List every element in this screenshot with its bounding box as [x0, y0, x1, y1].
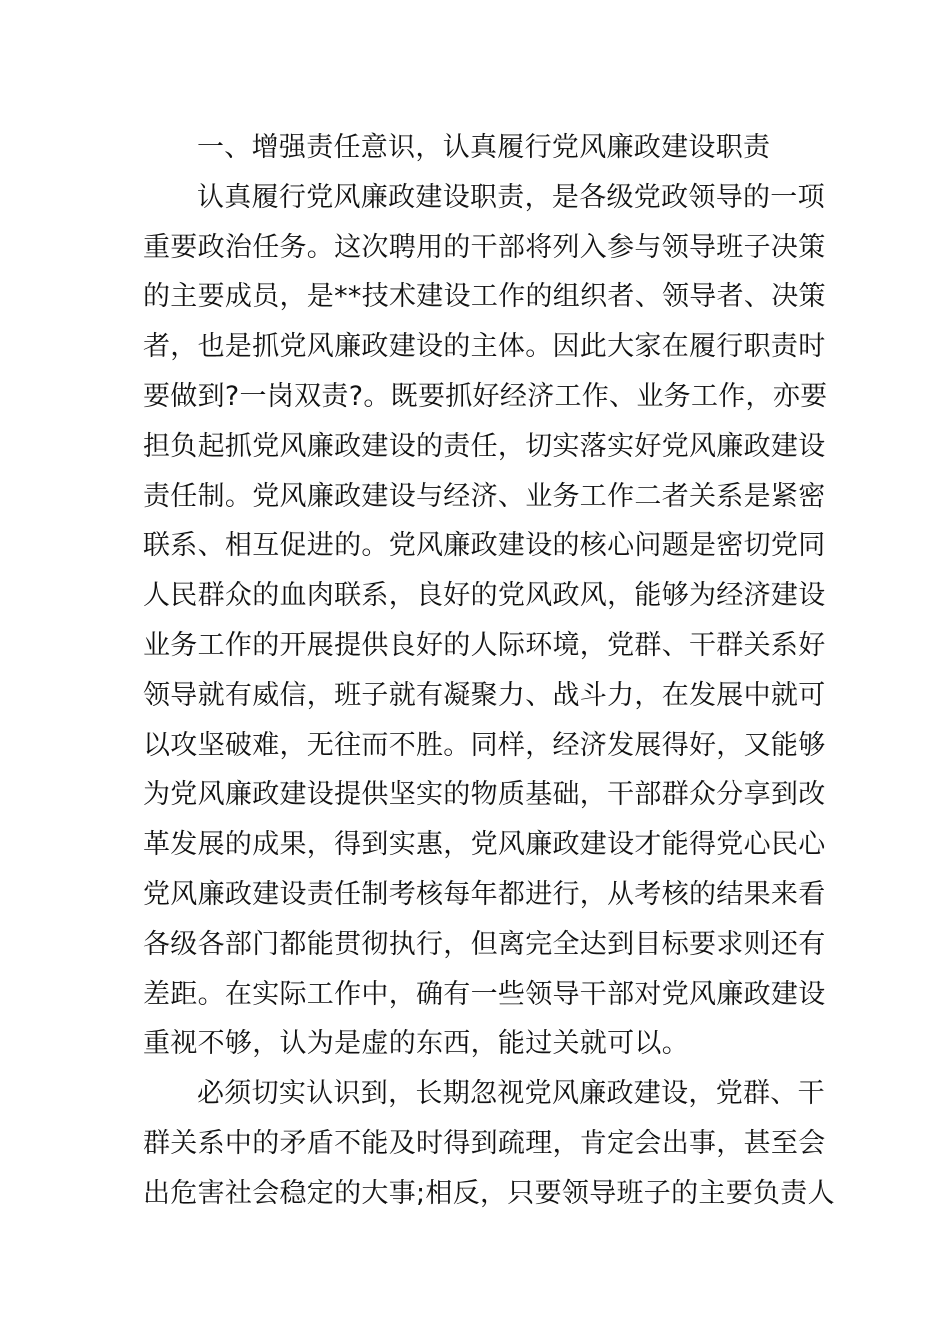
paragraph-line: 业务工作的开展提供良好的人际环境，党群、干群关系好: [143, 629, 826, 661]
paragraph-line: 为党风廉政建设提供坚实的物质基础，干部群众分享到改: [143, 779, 826, 811]
paragraph-line: 认真履行党风廉政建设职责，是各级党政领导的一项: [197, 181, 825, 213]
paragraph-line: 者，也是抓党风廉政建设的主体。因此大家在履行职责时: [143, 331, 826, 363]
paragraph-line: 领导就有威信，班子就有凝聚力、战斗力，在发展中就可: [143, 679, 826, 711]
paragraph-line: 出危害社会稳定的大事;相反，只要领导班子的主要负责人: [143, 1177, 835, 1209]
paragraph-line: 人民群众的血肉联系，良好的党风政风，能够为经济建设: [143, 580, 826, 612]
paragraph-2: [143, 1069, 835, 1218]
paragraph-line: 以攻坚破难，无往而不胜。同样，经济发展得好，又能够: [143, 729, 826, 761]
paragraph-line: 要做到?一岗双责?。既要抓好经济工作、业务工作，亦要: [143, 380, 828, 412]
paragraph-line: 的主要成员，是**技术建设工作的组织者、领导者、决策: [143, 281, 826, 313]
paragraph-line: 各级各部门都能贯彻执行，但离完全达到目标要求则还有: [143, 928, 826, 960]
paragraph-line: 联系、相互促进的。党风廉政建设的核心问题是密切党同: [143, 530, 826, 562]
paragraph-line: 责任制。党风廉政建设与经济、业务工作二者关系是紧密: [143, 480, 826, 512]
paragraph-line: 必须切实认识到，长期忽视党风廉政建设，党群、干: [197, 1078, 825, 1110]
paragraph-line: 革发展的成果，得到实惠，党风廉政建设才能得党心民心: [143, 829, 826, 861]
paragraph-line: 重要政治任务。这次聘用的干部将列入参与领导班子决策: [143, 231, 826, 263]
document-body: [143, 123, 835, 1219]
paragraph-line: 群关系中的矛盾不能及时得到疏理，肯定会出事，甚至会: [143, 1127, 826, 1159]
paragraph-line: 担负起抓党风廉政建设的责任，切实落实好党风廉政建设: [143, 430, 826, 462]
paragraph-1: [143, 173, 828, 1069]
paragraph-line: 党风廉政建设责任制考核每年都进行，从考核的结果来看: [143, 878, 826, 910]
section-heading: 一、增强责任意识，认真履行党风廉政建设职责: [197, 132, 771, 163]
paragraph-line: 重视不够，认为是虚的东西，能过关就可以。: [143, 1028, 689, 1060]
paragraph-line: 差距。在实际工作中，确有一些领导干部对党风廉政建设: [143, 978, 826, 1010]
